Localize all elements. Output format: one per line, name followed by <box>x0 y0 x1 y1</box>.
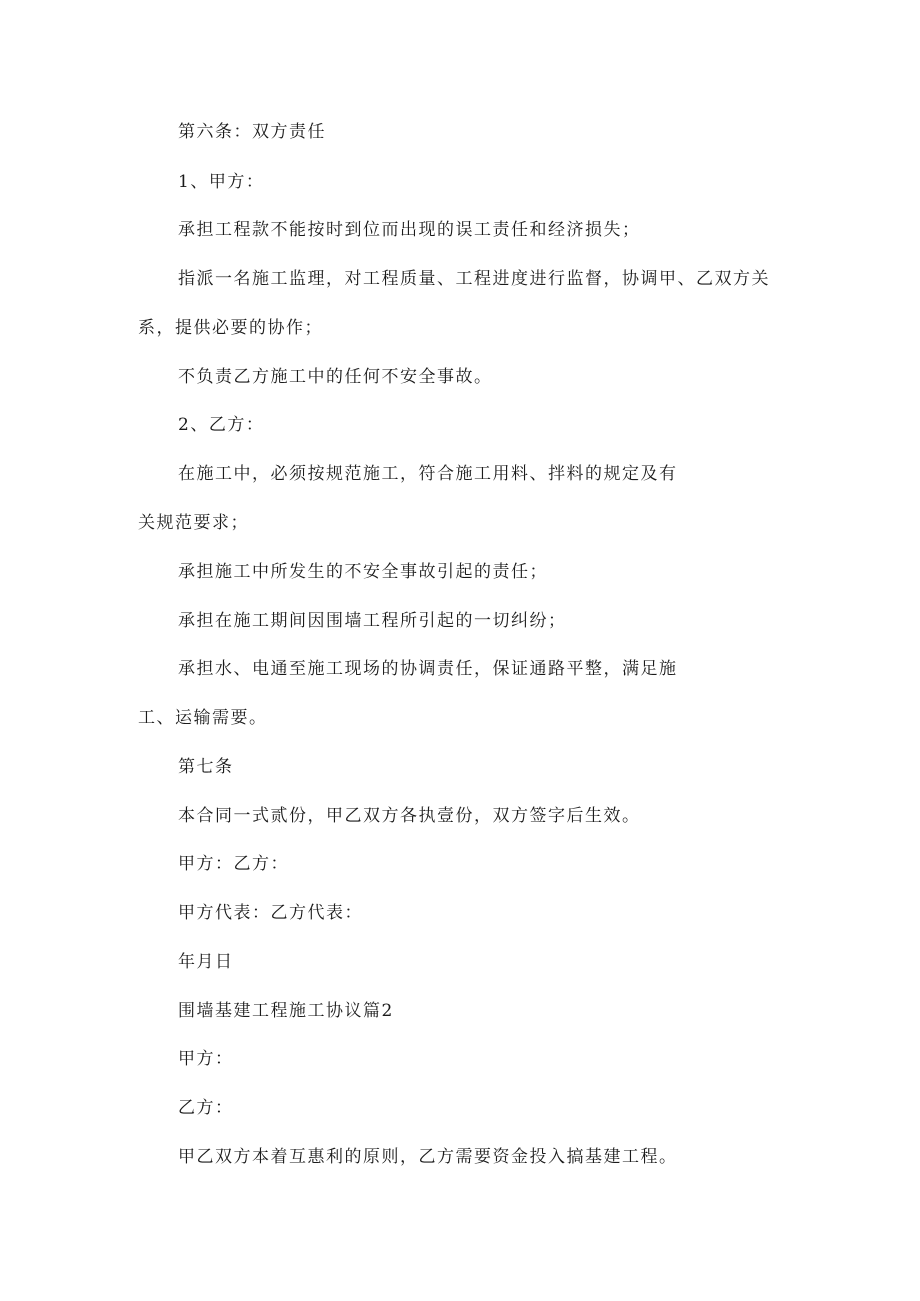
signature-date: 年月日 <box>178 952 234 972</box>
paragraph: 甲乙双方本着互惠利的原则，乙方需要资金投入搞基建工程。 <box>178 1147 678 1167</box>
article-six-heading: 第六条：双方责任 <box>178 122 326 142</box>
paragraph-continuation: 关规范要求； <box>138 513 249 533</box>
signature-parties: 甲方：乙方： <box>178 854 289 874</box>
paragraph-continuation: 工、运输需要。 <box>138 708 268 728</box>
paragraph: 承担水、电通至施工现场的协调责任，保证通路平整，满足施 <box>178 659 678 679</box>
paragraph-continuation: 系，提供必要的协作； <box>138 318 323 338</box>
party-a-label: 甲方： <box>178 1049 234 1069</box>
agreement-title: 围墙基建工程施工协议篇2 <box>178 1001 394 1021</box>
signature-representatives: 甲方代表：乙方代表： <box>178 903 363 923</box>
paragraph: 本合同一式贰份，甲乙双方各执壹份，双方签字后生效。 <box>178 806 641 826</box>
paragraph: 在施工中，必须按规范施工，符合施工用料、拌料的规定及有 <box>178 464 678 484</box>
party-a-heading: 1、甲方： <box>178 172 265 192</box>
paragraph: 承担工程款不能按时到位而出现的误工责任和经济损失； <box>178 220 641 240</box>
paragraph: 承担施工中所发生的不安全事故引起的责任； <box>178 562 548 582</box>
paragraph: 承担在施工期间因围墙工程所引起的一切纠纷； <box>178 611 567 631</box>
party-b-heading: 2、乙方： <box>178 415 265 435</box>
paragraph: 指派一名施工监理，对工程质量、工程进度进行监督，协调甲、乙双方关 <box>178 269 770 289</box>
paragraph: 不负责乙方施工中的任何不安全事故。 <box>178 367 493 387</box>
party-b-label: 乙方： <box>178 1098 234 1118</box>
article-seven-heading: 第七条 <box>178 757 234 777</box>
